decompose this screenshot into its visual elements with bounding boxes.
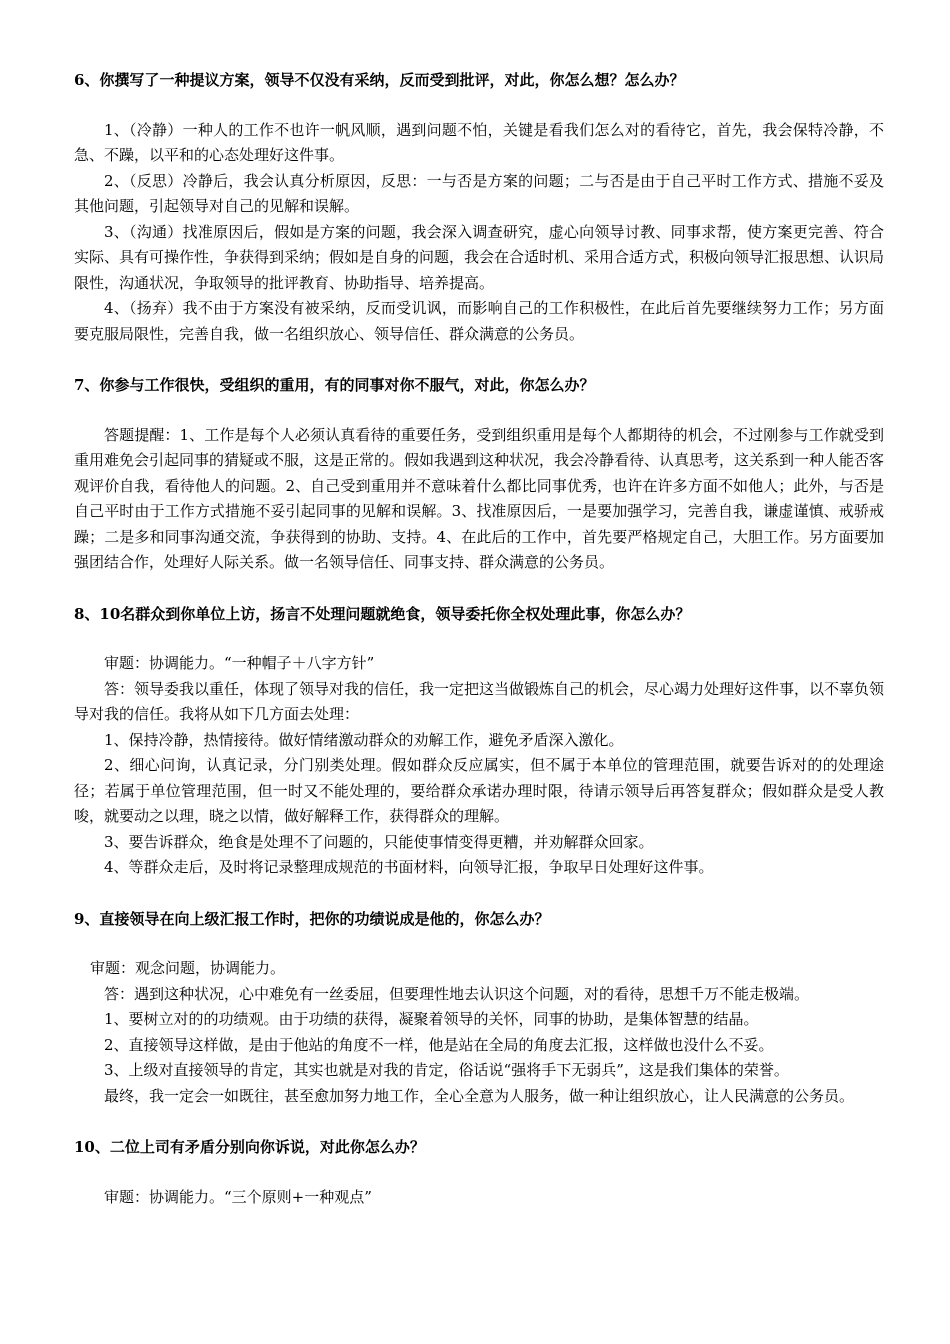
answer-paragraph: 2、（反思）冷静后，我会认真分析原因，反思：一与否是方案的问题；二与否是由于自己平时工作方式、措施不妥及其他问题，引起领导对自己的见解和误解。 xyxy=(74,171,884,215)
question-title: 8、10名群众到你单位上访，扬言不处理问题就绝食，领导委托你全权处理此事，你怎么办？ xyxy=(74,604,691,623)
question-title: 9、直接领导在向上级汇报工作时，把你的功绩说成是他的，你怎么办？ xyxy=(74,909,550,928)
answer-paragraph: 3、上级对直接领导的肯定，其实也就是对我的肯定，俗话说“强将手下无弱兵”，这是我们集体的荣誉。 xyxy=(104,1061,789,1079)
question-8 xyxy=(74,602,884,881)
answer-paragraph: 答：领导委我以重任，体现了领导对我的信任，我一定把这当做锻炼自己的机会，尽心竭力处理好这件事，以不辜负领导对我的信任。我将从如下几方面去处理： xyxy=(74,679,885,723)
question-9 xyxy=(74,907,884,1110)
answer-paragraph: 4、等群众走后，及时将记录整理成规范的书面材料，向领导汇报，争取早日处理好这件事。 xyxy=(104,858,714,876)
answer-paragraph: 审题：协调能力。“一种帽子＋八字方针” xyxy=(104,654,375,672)
answer-paragraph: 2、细心问询，认真记录，分门别类处理。假如群众反应属实，但不属于本单位的管理范围，就要告诉对的的处理途径；若属于单位管理范围，但一时又不能处理的，要给群众承诺办理时限，待请示领导后再答复群众；假如群众是受人教唆，就要动之以理，晓之以情，做好解释工作，获得群众的理解。 xyxy=(74,756,884,825)
answer-body xyxy=(74,956,884,1109)
answer-paragraph: 答：遇到这种状况，心中难免有一丝委屈，但要理性地去认识这个问题，对的看待，思想千万不能走极端。 xyxy=(104,984,810,1003)
answer-paragraph: 1、（冷静）一种人的工作不也许一帆风顺，遇到问题不怕，关键是看我们怎么对的看待它，首先，我会保特冷静，不急、不躁，以平和的心态处理好这件事。 xyxy=(74,120,884,164)
answer-paragraph: 4、（扬弃）我不由于方案没有被采纳，反而受讥讽，而影响自己的工作积极性，在此后首先要继续努力工作；另方面要克服局限性，完善自我，做一名组织放心、领导信任、群众满意的公务员。 xyxy=(74,299,884,343)
answer-body xyxy=(74,118,884,348)
answer-body xyxy=(74,1185,884,1211)
question-6 xyxy=(74,68,884,347)
answer-paragraph: 3、（沟通）找准原因后，假如是方案的问题，我会深入调查研究，虚心向领导讨教、同事求帮，使方案更完善、符合实际、具有可操作性，争获得到采纳；假如是自身的问题，我会在合适时机、采用合适方式，积极向领导汇报思想、认识局限性，沟通状况，争取领导的批评教育、协助指导、培养提高。 xyxy=(74,222,885,292)
answer-paragraph: 2、直接领导这样做，是由于他站的角度不一样，他是站在全局的角度去汇报，这样做也没什么不妥。 xyxy=(104,1035,774,1054)
answer-body xyxy=(74,651,884,881)
answer-paragraph: 审题：观念问题，协调能力。 xyxy=(90,959,286,977)
question-title: 10、二位上司有矛盾分别向你诉说，对此你怎么办？ xyxy=(74,1138,425,1156)
answer-paragraph: 1、保持冷静，热情接待。做好情绪激动群众的劝解工作，避免矛盾深入激化。 xyxy=(104,730,624,749)
question-7 xyxy=(74,373,884,576)
answer-paragraph: 1、要树立对的的功绩观。由于功绩的获得，凝聚着领导的关怀，同事的协助，是集体智慧的结晶。 xyxy=(104,1010,759,1028)
answer-body xyxy=(74,423,884,576)
question-10 xyxy=(74,1135,884,1210)
answer-paragraph: 3、要告诉群众，绝食是处理不了问题的，只能使事情变得更糟，并劝解群众回家。 xyxy=(104,832,654,851)
question-title: 6、你撰写了一种提议方案，领导不仅没有采纳，反而受到批评，对此，你怎么想？怎么办？ xyxy=(74,71,685,89)
question-title: 7、你参与工作很快，受组织的重用，有的同事对你不服气，对此，你怎么办？ xyxy=(74,376,595,394)
answer-paragraph: 最终，我一定会一如既往，甚至愈加努力地工作，全心全意为人服务，做一种让组织放心，让人民满意的公务员。 xyxy=(104,1086,855,1105)
answer-paragraph: 答题提醒：1、工作是每个人必须认真看待的重要任务，受到组织重用是每个人都期待的机会，不过刚参与工作就受到重用难免会引起同事的猜疑或不服，这是正常的。假如我遇到这种状况，我会冷静看待、认真思考，这关系到一种人能否客观评价自我，看待他人的问题。2、自己受到重用并不意味着什么都比同事优秀，也许在许多方面不如他人；此外，与否是自己平时由于工作方式措施不妥引起同事的见解和误解。3、找准原因后，一是要加强学习，完善自我，谦虚谨慎、戒骄戒躁；二是多和同事沟通交流，争获得到的协助、支持。4、在此后的工作中，首先要严格规定自己，大胆工作。另方面要加强团结合作，处理好人际关系。做一名领导信任、同事支持、群众满意的公务员。 xyxy=(74,425,885,571)
answer-paragraph: 审题：协调能力。“三个原则+一种观点” xyxy=(104,1187,372,1206)
